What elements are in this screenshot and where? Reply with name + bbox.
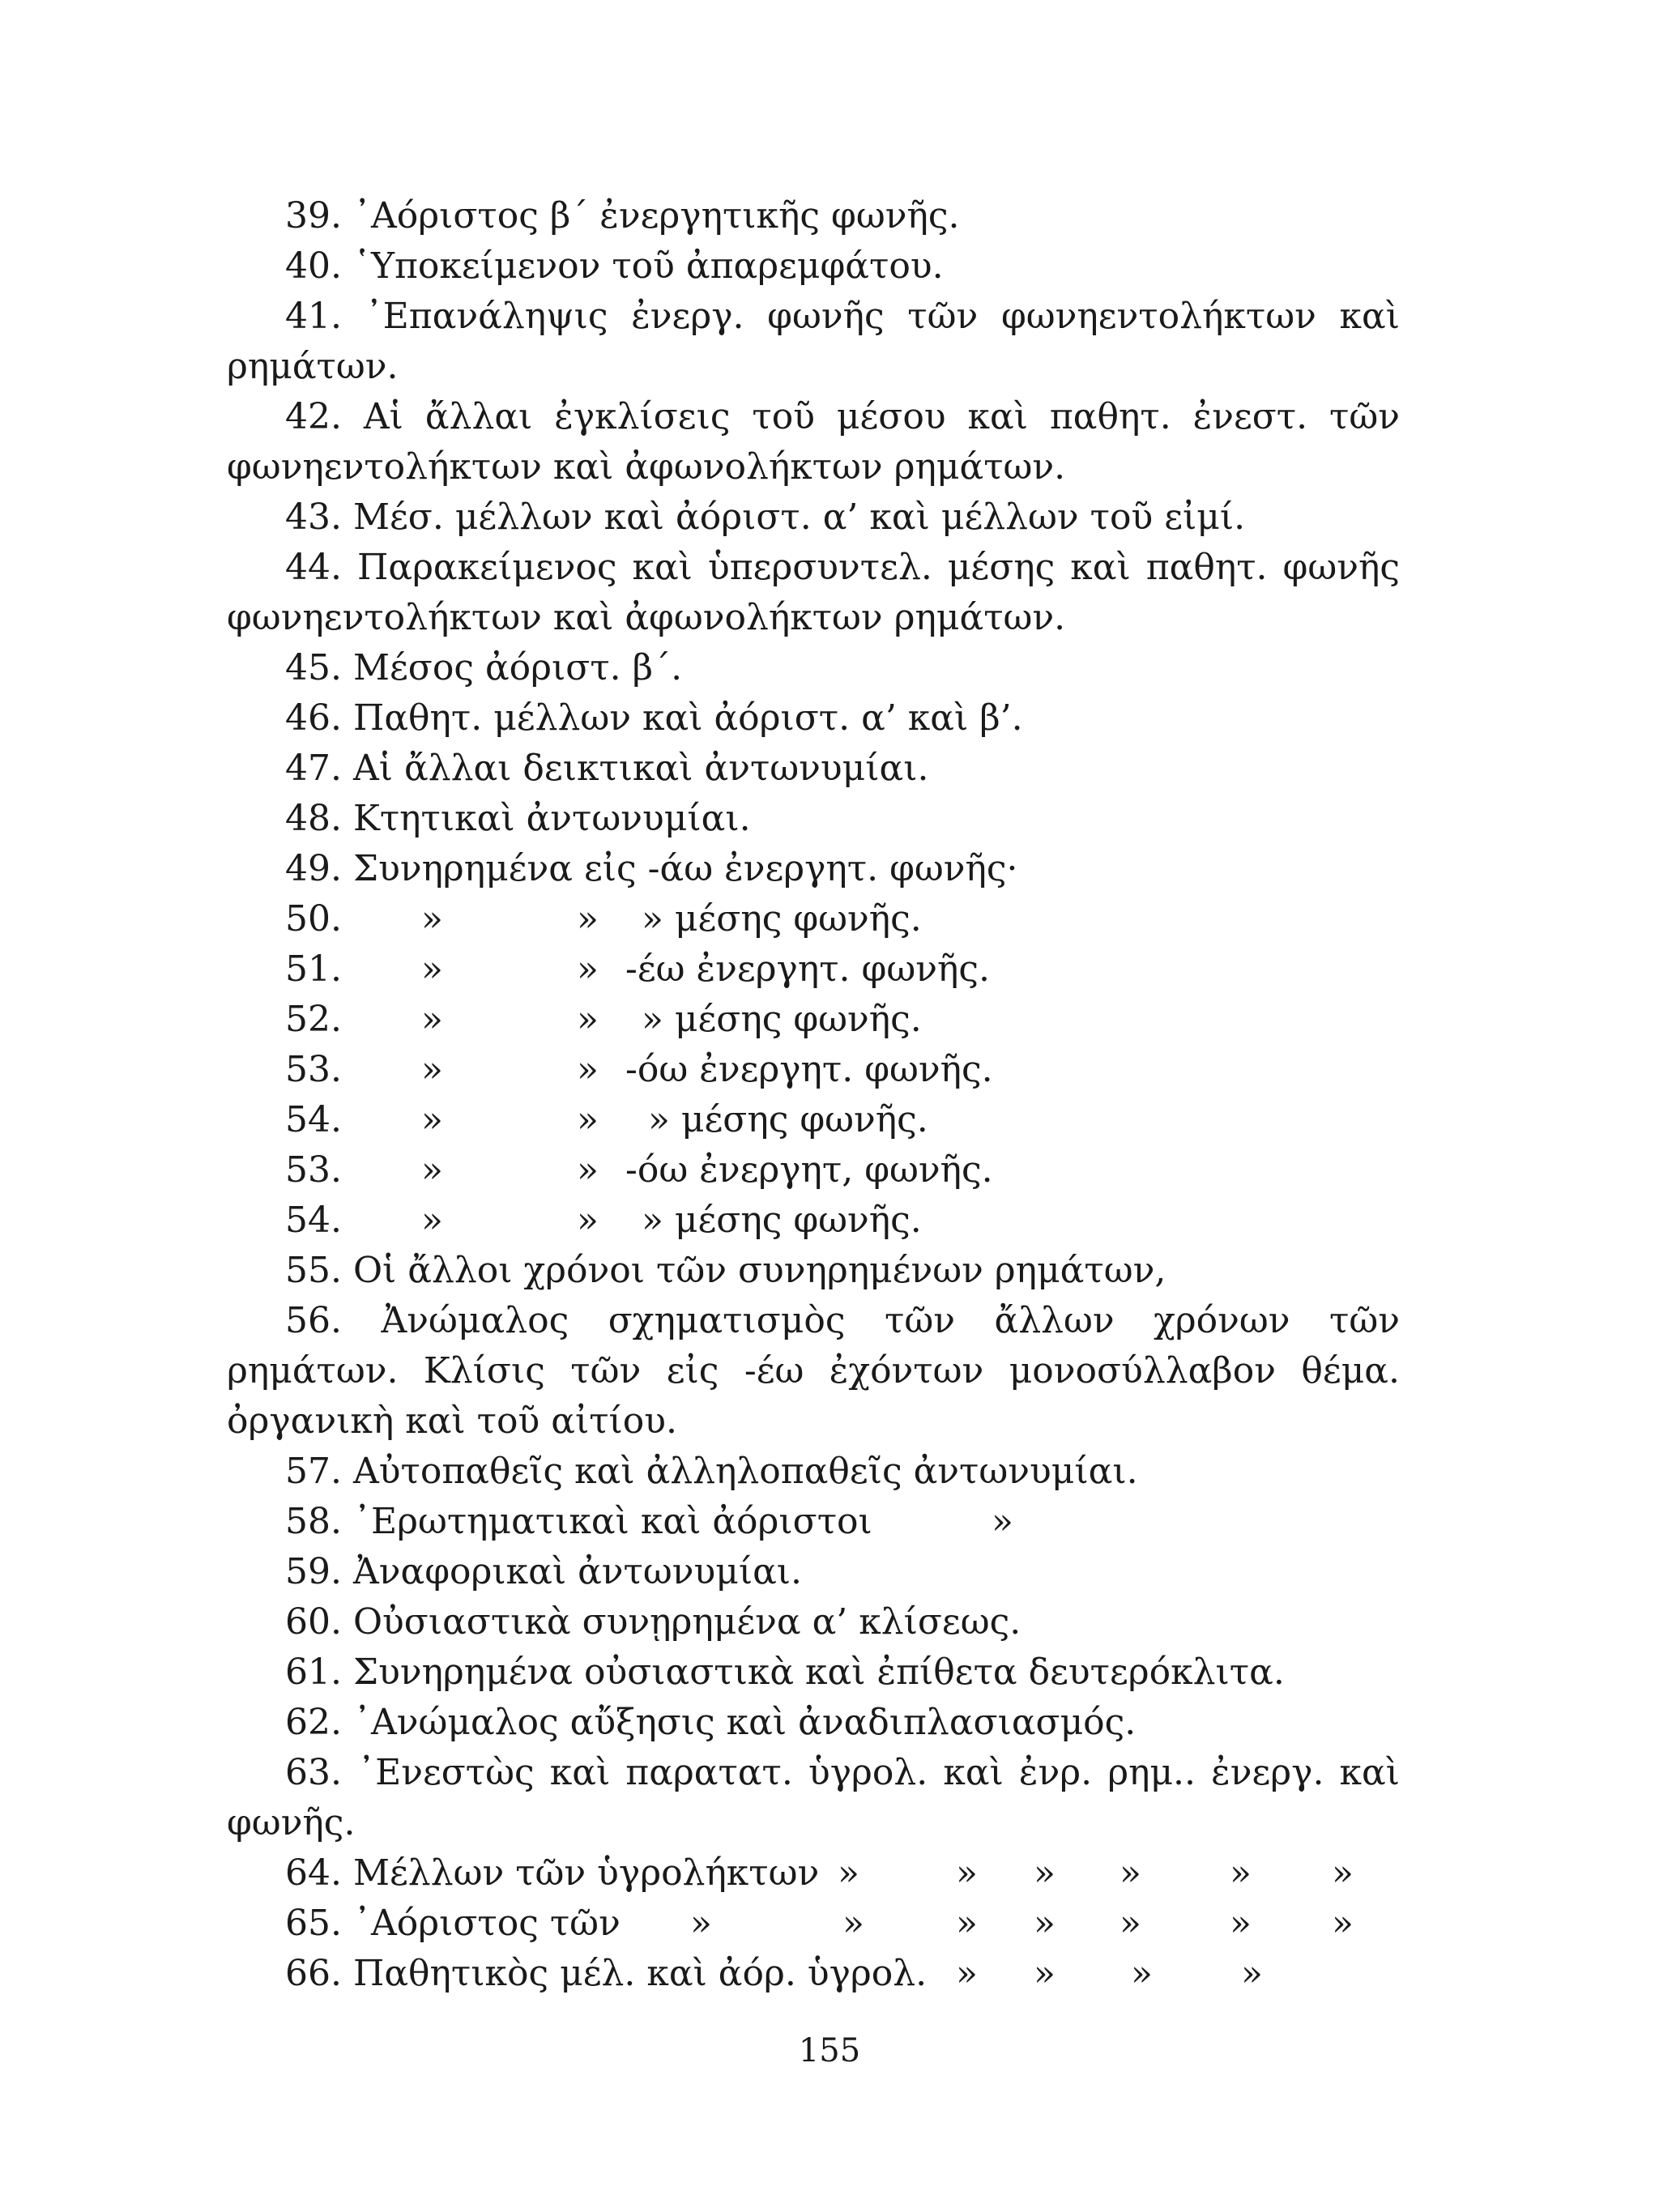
entry-line: 40. ῾Υποκείμενον τοῦ ἀπαρεμφάτου. xyxy=(285,245,944,287)
entry-text: » μέσης φωνῆς. xyxy=(642,898,922,940)
ditto-mark: » xyxy=(1034,1953,1056,1994)
ditto-mark: » xyxy=(842,1903,864,1944)
entry-line: 49. Συνηρημένα εἰς -άω ἐνεργητ. φωνῆς· xyxy=(285,848,1018,889)
list-item xyxy=(227,1196,1400,1246)
entry-line: 61. Συνηρημένα οὐσιαστικὰ καὶ ἐπίθετα δευτερόκλιτα. xyxy=(285,1652,1285,1693)
list-item xyxy=(227,995,1400,1045)
entry-text: -όω ἐνεργητ, φωνῆς. xyxy=(625,1149,993,1191)
entry-columns xyxy=(227,1899,1400,1949)
entry-line: 43. Μέσ. μέλλων καὶ ἀόριστ. α’ καὶ μέλλων τοῦ εἰμί. xyxy=(285,497,1246,538)
entry-line-continuation: ρημάτων. xyxy=(227,346,399,387)
ditto-mark: » xyxy=(577,1049,599,1090)
entry-columns xyxy=(227,1848,1400,1899)
entry-number: 53. xyxy=(285,1149,342,1191)
ditto-mark: » xyxy=(577,1099,599,1140)
ditto-mark: » xyxy=(421,898,443,940)
list-item xyxy=(227,241,1400,292)
entry-line: 59. Ἀναφορικαὶ ἀντωνυμίαι. xyxy=(285,1551,803,1592)
entry-line: 62. ᾿Ανώμαλος αὔξησις καὶ ἀναδιπλασιασμός. xyxy=(285,1702,1137,1743)
entry-line-continuation: φωνηεντολήκτων καὶ ἀφωνολήκτων ρημάτων. xyxy=(227,597,1066,638)
entry-number: 54. xyxy=(285,1200,342,1241)
entry-text: » μέσης φωνῆς. xyxy=(642,999,922,1040)
entry-line: 47. Αἱ ἄλλαι δεικτικαὶ ἀντωνυμίαι. xyxy=(285,748,929,789)
list-item xyxy=(227,744,1400,794)
list-item xyxy=(227,1647,1400,1698)
list-item xyxy=(227,1597,1400,1647)
entry-columns xyxy=(227,1095,1400,1145)
entry-columns xyxy=(227,944,1400,995)
list-item xyxy=(227,1547,1400,1597)
entry-line-continuation: ρημάτων. Κλίσις τῶν εἰς -έω ἐχόντων μονοσύλλαβον θέμα. xyxy=(227,1350,1400,1392)
list-item xyxy=(227,543,1400,643)
ditto-mark: » xyxy=(956,1852,978,1894)
ditto-mark: » xyxy=(1120,1852,1141,1894)
list-item xyxy=(227,693,1400,744)
ditto-mark: » xyxy=(1120,1903,1141,1944)
ditto-mark: » xyxy=(421,948,443,990)
list-item xyxy=(227,1296,1400,1447)
entry-text: » μέσης φωνῆς. xyxy=(642,1200,922,1241)
ditto-mark: » xyxy=(421,1200,443,1241)
list-item xyxy=(227,1447,1400,1497)
ditto-mark: » xyxy=(1131,1953,1153,1994)
ditto-mark: » xyxy=(421,1049,443,1090)
ditto-mark: » xyxy=(421,999,443,1040)
ditto-mark: » xyxy=(577,1149,599,1191)
list-item xyxy=(227,944,1400,995)
entry-text: 66. Παθητικὸς μέλ. καὶ ἀόρ. ὑγρολ. xyxy=(285,1953,928,1994)
entry-line-continuation: ὀργανικὴ καὶ τοῦ αἰτίου. xyxy=(227,1400,678,1442)
entry-number: 54. xyxy=(285,1099,342,1140)
entry-number: 51. xyxy=(285,948,342,990)
list-item xyxy=(227,1949,1400,1999)
list-item xyxy=(227,794,1400,844)
ditto-mark: » xyxy=(838,1852,859,1894)
entry-text: 58. ᾿Ερωτηματικαὶ καὶ ἀόριστοι xyxy=(285,1501,872,1542)
ditto-mark: » xyxy=(421,1149,443,1191)
list-item xyxy=(227,1848,1400,1899)
entry-line: 45. Μέσος ἀόριστ. β΄. xyxy=(285,647,683,688)
entry-columns xyxy=(227,894,1400,944)
ditto-mark: » xyxy=(1241,1953,1263,1994)
list-item xyxy=(227,1095,1400,1145)
entry-number: 53. xyxy=(285,1049,342,1090)
entry-line: 60. Οὐσιαστικὰ συνῃρημένα α’ κλίσεως. xyxy=(285,1601,1021,1643)
entry-line: 39. ᾿Αόριστος β΄ ἐνεργητικῆς φωνῆς. xyxy=(285,195,960,237)
list-item xyxy=(227,1497,1400,1547)
list-item xyxy=(227,1698,1400,1748)
ditto-mark: » xyxy=(577,999,599,1040)
ditto-mark: » xyxy=(577,948,599,990)
list-item xyxy=(227,292,1400,392)
entry-columns xyxy=(227,1497,1400,1547)
list-item xyxy=(227,844,1400,894)
entry-line-continuation: φωνηεντολήκτων καὶ ἀφωνολήκτων ρημάτων. xyxy=(227,446,1066,488)
entry-text: 64. Μέλλων τῶν ὑγρολήκτων xyxy=(285,1852,820,1894)
list-item xyxy=(227,1045,1400,1095)
lesson-list xyxy=(227,191,1400,1999)
ditto-mark: » xyxy=(1230,1852,1252,1894)
list-item xyxy=(227,1748,1400,1848)
list-item xyxy=(227,643,1400,693)
entry-text: 65. ᾿Αόριστος τῶν xyxy=(285,1903,621,1944)
list-item xyxy=(227,1246,1400,1296)
ditto-mark: » xyxy=(956,1953,978,1994)
entry-text: -έω ἐνεργητ. φωνῆς. xyxy=(625,948,990,990)
ditto-mark: » xyxy=(421,1099,443,1140)
entry-line: 56. Ἀνώμαλος σχηματισμὸς τῶν ἄλλων χρόνων τῶν xyxy=(285,1300,1400,1341)
entry-line: 63. ᾿Ενεστὼς καὶ παρατατ. ὑγρολ. καὶ ἐνρ. ρημ.. ἐνεργ. καὶ xyxy=(285,1752,1400,1793)
entry-number: 50. xyxy=(285,898,342,940)
list-item xyxy=(227,1899,1400,1949)
list-item xyxy=(227,492,1400,543)
list-item xyxy=(227,191,1400,241)
entry-columns xyxy=(227,1949,1400,1999)
entry-columns xyxy=(227,1145,1400,1196)
list-item xyxy=(227,392,1400,492)
entry-columns xyxy=(227,1045,1400,1095)
ditto-mark: » xyxy=(1332,1852,1354,1894)
entry-text: -όω ἐνεργητ. φωνῆς. xyxy=(625,1049,993,1090)
ditto-mark: » xyxy=(1332,1903,1354,1944)
entry-line: 44. Παρακείμενος καὶ ὑπερσυντελ. μέσης καὶ παθητ. φωνῆς xyxy=(285,547,1400,588)
ditto-mark: » xyxy=(1034,1903,1056,1944)
ditto-mark: » xyxy=(577,1200,599,1241)
entry-line: 57. Αὐτοπαθεῖς καὶ ἀλληλοπαθεῖς ἀντωνυμίαι. xyxy=(285,1451,1138,1492)
entry-line: 55. Οἱ ἄλλοι χρόνοι τῶν συνηρημένων ρημάτων, xyxy=(285,1250,1166,1291)
entry-line: 41. ᾿Επανάληψις ἐνεργ. φωνῆς τῶν φωνηεντολήκτων καὶ xyxy=(285,296,1400,337)
entry-line: 48. Κτητικαὶ ἀντωνυμίαι. xyxy=(285,798,751,839)
entry-line: 46. Παθητ. μέλλων καὶ ἀόριστ. α’ καὶ β’. xyxy=(285,697,1023,739)
list-item xyxy=(227,1145,1400,1196)
ditto-mark: » xyxy=(1034,1852,1056,1894)
page-number: 155 xyxy=(798,2032,861,2069)
entry-columns xyxy=(227,1196,1400,1246)
list-item xyxy=(227,894,1400,944)
ditto-mark: » xyxy=(690,1903,712,1944)
entry-text: » μέσης φωνῆς. xyxy=(648,1099,928,1140)
entry-columns xyxy=(227,995,1400,1045)
entry-line: 42. Αἱ ἄλλαι ἐγκλίσεις τοῦ μέσου καὶ παθητ. ἐνεστ. τῶν xyxy=(285,396,1400,437)
ditto-mark: » xyxy=(1230,1903,1252,1944)
entry-line-continuation: φωνῆς. xyxy=(227,1802,356,1843)
ditto-mark: » xyxy=(956,1903,978,1944)
ditto-mark: » xyxy=(577,898,599,940)
entry-number: 52. xyxy=(285,999,342,1040)
ditto-mark: » xyxy=(992,1501,1013,1542)
